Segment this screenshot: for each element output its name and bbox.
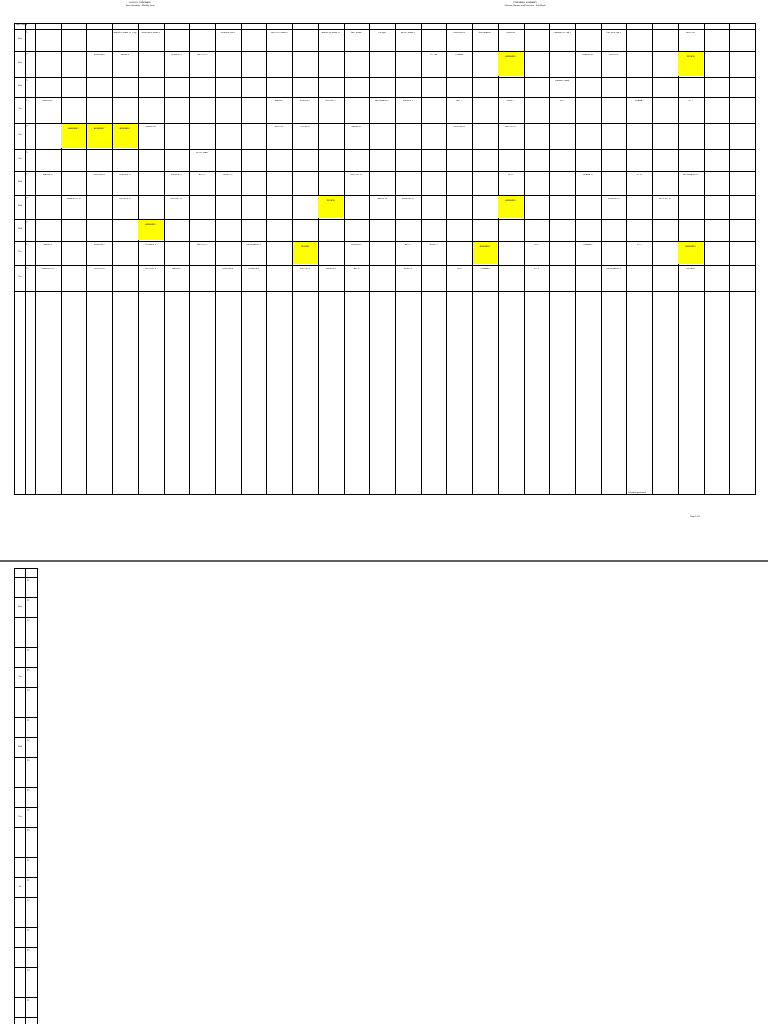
empty-row [15,667,37,688]
period-label: P1 [27,860,30,862]
class-cell[interactable]: REVIEW [318,196,343,218]
class-cell[interactable]: MATHS 8 [172,268,181,270]
class-cell[interactable]: REVIEW [686,268,695,270]
empty-row [15,687,37,718]
class-cell[interactable]: CHEMISTRY 8 [41,268,55,270]
class-cell[interactable]: CHEMISTRY Lab 1 [553,32,571,34]
day-label: Mon [18,85,22,87]
empty-row [15,787,37,808]
period-label: P2 [27,880,30,882]
footer-note-2: Page 1 of 2 [690,516,701,518]
timetable-row [15,77,755,98]
class-cell[interactable]: PE 9 [534,244,539,246]
class-cell[interactable]: PHYSICS Lab 3 [606,32,621,34]
class-cell[interactable]: PE 8 [457,268,462,270]
header-right-line-2: Classes, Rooms and Teachers - Full Week [504,4,546,7]
timetable-page-2 [0,562,768,1024]
class-cell[interactable]: MATHS 11 [351,126,362,128]
class-cell[interactable]: ASSEMBLY [498,196,523,218]
period-label: P1 [25,32,28,34]
class-cell[interactable]: FRENCH 9 [351,244,362,246]
class-cell[interactable]: HISTORY 11 [504,126,517,128]
timetable-row [15,149,755,172]
class-cell[interactable]: FRENCH 8 [325,268,336,270]
class-cell[interactable]: ENGLISH 11 [453,126,465,128]
class-cell[interactable]: HISTORY 12 [350,174,363,176]
class-cell[interactable]: CHEMISTRY 12 [66,198,81,200]
class-cell[interactable]: FRENCH 7 [402,100,413,102]
period-label: P3 [27,620,30,622]
class-cell[interactable]: ASSEMBLY [473,242,498,264]
period-label: P1 [25,174,28,176]
class-cell[interactable]: GEOGRAPHY 8 [606,268,621,270]
day-label: Thu [18,251,22,253]
timetable-row [15,97,755,124]
class-cell[interactable]: DRAMA [455,54,463,56]
period-label: P3 [27,690,30,692]
class-cell[interactable]: GEOGRAPHY 7 [374,100,390,102]
day-label: Thu [18,816,22,818]
empty-row [15,997,37,1018]
period-label: P1 [25,244,28,246]
empty-row [15,857,37,878]
period-label: P2 [27,740,30,742]
class-cell[interactable]: HISTORY 9 [196,244,208,246]
class-cell[interactable]: DRAMA 12 [582,174,593,176]
period-label: P2 [27,600,30,602]
empty-row [15,807,37,828]
class-cell[interactable]: SCIENCE 8 [248,268,259,270]
class-cell[interactable]: DRAMA 9 [583,244,593,246]
class-cell[interactable]: LIBRARY Study [555,80,570,82]
class-cell[interactable]: ART 8 [353,268,360,270]
day-label: Thu [18,276,22,278]
period-label: P3 [27,760,30,762]
class-cell[interactable]: SCIENCE 9 [145,244,156,246]
day-label: Tue [18,108,22,110]
class-cell[interactable]: GEOGRAPHY 9 [246,244,261,246]
period-label: P3 [25,80,28,82]
period-label: P1 [27,930,30,932]
day-label: Wed [17,228,23,230]
period-label: P1 [27,790,30,792]
day-label: Mon [18,38,22,40]
empty-row [15,577,37,598]
class-cell[interactable]: SCIENCE 10 [607,198,620,200]
class-cell[interactable]: CHEMISTRY [581,54,594,56]
class-cell[interactable]: HISTORY 10 [659,198,671,200]
timetable-row [15,123,755,150]
class-cell[interactable]: ART 12 [198,174,206,176]
day-label: Wed [17,205,23,207]
class-cell[interactable]: PHYSICS 8 [94,268,105,270]
class-cell[interactable]: STUDY HALL [195,152,209,154]
empty-row [15,897,37,928]
period-label: P2 [27,810,30,812]
class-cell[interactable]: FRENCH [506,32,515,34]
class-cell[interactable]: ICT 7 [688,100,694,102]
period-label: P1 [27,580,30,582]
day-label: Tue [18,134,22,136]
class-cell[interactable]: ENGLISH 8 [94,54,105,56]
class-cell[interactable]: ENGLISH 8 [222,268,234,270]
timetable-row [15,219,755,242]
footer-note-1: Schedule generated [628,492,646,494]
class-cell[interactable]: ICT 8 [533,268,539,270]
class-cell[interactable]: ASSEMBLY [61,124,86,148]
class-cell[interactable]: BIOLOGY 12 [170,198,183,200]
period-label: P3 [27,900,30,902]
class-cell[interactable]: MATHS 10 Room 12 [321,32,340,34]
class-cell[interactable]: PHYSICS 12 [119,198,131,200]
class-cell[interactable]: ASSEMBLY [498,52,523,76]
class-cell[interactable]: MATHS 10 [377,198,387,200]
timetable-row [15,265,755,292]
class-cell[interactable]: ART 7 [456,100,463,102]
period-label: P1 [27,720,30,722]
class-cell[interactable]: BIOLOGY 8 [145,268,157,270]
class-cell[interactable]: ENGLISH 7 [42,100,54,102]
period-label: P1 [27,1000,30,1002]
empty-row [15,967,37,998]
timetable-grid [14,23,756,495]
class-cell[interactable]: ENGLISH 9 [94,244,105,246]
class-cell[interactable]: ASSEMBLY [138,220,163,240]
timetable-grid-page-2 [14,568,38,1024]
timetable-row [15,171,755,196]
class-cell[interactable]: ENGLISH 12 [93,174,106,176]
timetable-row [15,51,755,78]
grid-column-line [755,24,756,494]
empty-row [15,947,37,968]
class-cell[interactable]: GEOGRAPHY [478,32,492,34]
class-cell[interactable]: HISTORY 8 [299,268,311,270]
class-cell[interactable]: ART 9 [405,244,411,246]
class-cell[interactable]: ENGLISH 10 [402,198,414,200]
period-label: P3 [27,970,30,972]
class-cell[interactable]: FRENCH 12 [170,174,182,176]
period-label: P2 [25,198,28,200]
period-label: P2 [27,670,30,672]
class-cell[interactable]: ASSEMBLY [113,124,138,148]
period-label: P1 [25,100,28,102]
class-cell[interactable]: ASSEMBLY [678,242,703,264]
empty-row [15,737,37,758]
class-cell[interactable]: CHEMISTRY [144,126,157,128]
header-left-line-2: Term Schedule - Weekly View [125,4,155,7]
class-cell[interactable]: ASSEMBLY [87,124,112,148]
class-cell[interactable]: ICT 9 [636,244,642,246]
empty-row [15,597,37,618]
class-cell[interactable]: HISTORY Room 8 [271,32,288,34]
class-cell[interactable]: MATHS 9 [43,244,53,246]
class-cell[interactable]: SCIENCE Lab 2 [220,32,236,34]
class-cell[interactable]: BIOLOGY [274,126,284,128]
empty-row [15,617,37,648]
header-right-line-1: TIMETABLE SUMMARY [513,2,537,4]
class-cell[interactable]: MUSIC 9 [429,244,438,246]
empty-row [15,757,37,788]
class-cell[interactable]: GEOGRAPHY 12 [682,174,699,176]
class-cell[interactable]: ENGLISH 10 [453,32,466,34]
timetable-row [15,29,755,52]
period-label: P1 [27,650,30,652]
class-cell[interactable]: DRAMA 8 [480,268,490,270]
class-cell[interactable]: DRAMA 7 [634,100,644,102]
corner-label: Day / Period [16,24,28,26]
header-left-line-1: SCHOOL TIMETABLE [129,2,151,4]
class-cell[interactable]: PHYSICS [609,54,618,56]
day-label: Tue [18,158,22,160]
class-cell[interactable]: HISTORY 8 [196,54,208,56]
period-label: P2 [27,950,30,952]
class-cell[interactable]: ICT 12 [636,174,643,176]
period-label: P2 [25,268,28,270]
period-label: P3 [25,222,28,224]
class-cell[interactable]: REVIEW [678,52,703,76]
class-cell[interactable]: MATHS 8 [120,54,130,56]
class-cell[interactable]: MATHS 9 Room 12 T. Ng [113,32,137,34]
class-cell[interactable]: SCIENCE 8 [171,54,182,56]
class-cell[interactable]: MUSIC 12 [223,174,233,176]
class-cell[interactable]: SCIENCE 7 [299,100,311,102]
class-cell[interactable]: PE Gym [378,32,386,34]
empty-row [15,927,37,948]
empty-row [15,827,37,858]
class-cell[interactable]: BIOLOGY [686,32,696,34]
day-label: Mon [18,62,22,64]
period-label: P2 [25,126,28,128]
timetable-row [15,241,755,266]
class-cell[interactable]: MUSIC Room 5 [400,32,415,34]
grid-day-line [25,569,26,1024]
period-label: P2 [25,54,28,56]
class-cell[interactable]: ICT Lab [430,54,438,56]
period-label: P3 [25,152,28,154]
day-label: Wed [17,746,23,748]
period-label: P3 [27,830,30,832]
empty-row [15,717,37,738]
class-cell[interactable]: MATHS 12 [43,174,53,176]
class-cell[interactable]: PHYSICS [300,126,310,128]
day-label: Tue [18,676,22,678]
day-label: Wed [17,181,23,183]
class-cell[interactable]: MUSIC 7 [506,100,515,102]
class-cell[interactable]: SCIENCE 12 [119,174,131,176]
header-left [100,2,180,7]
class-cell[interactable]: HISTORY 7 [325,100,336,102]
class-cell[interactable]: MUSIC 8 [403,268,412,270]
class-cell[interactable]: PE 7 [559,100,565,102]
empty-row [15,877,37,898]
timetable-row [15,195,755,220]
class-cell[interactable]: MATHS 7 [275,100,284,102]
day-label: Fri [18,886,22,888]
empty-row [15,647,37,668]
class-cell[interactable]: ENGLISH 9 Room 3 [141,32,160,34]
day-label: Mon [18,606,22,608]
class-cell[interactable]: PE 12 [507,174,514,176]
header-right [470,2,580,7]
class-cell[interactable]: REVIEW [293,242,318,264]
class-cell[interactable]: ART Studio [351,32,362,34]
